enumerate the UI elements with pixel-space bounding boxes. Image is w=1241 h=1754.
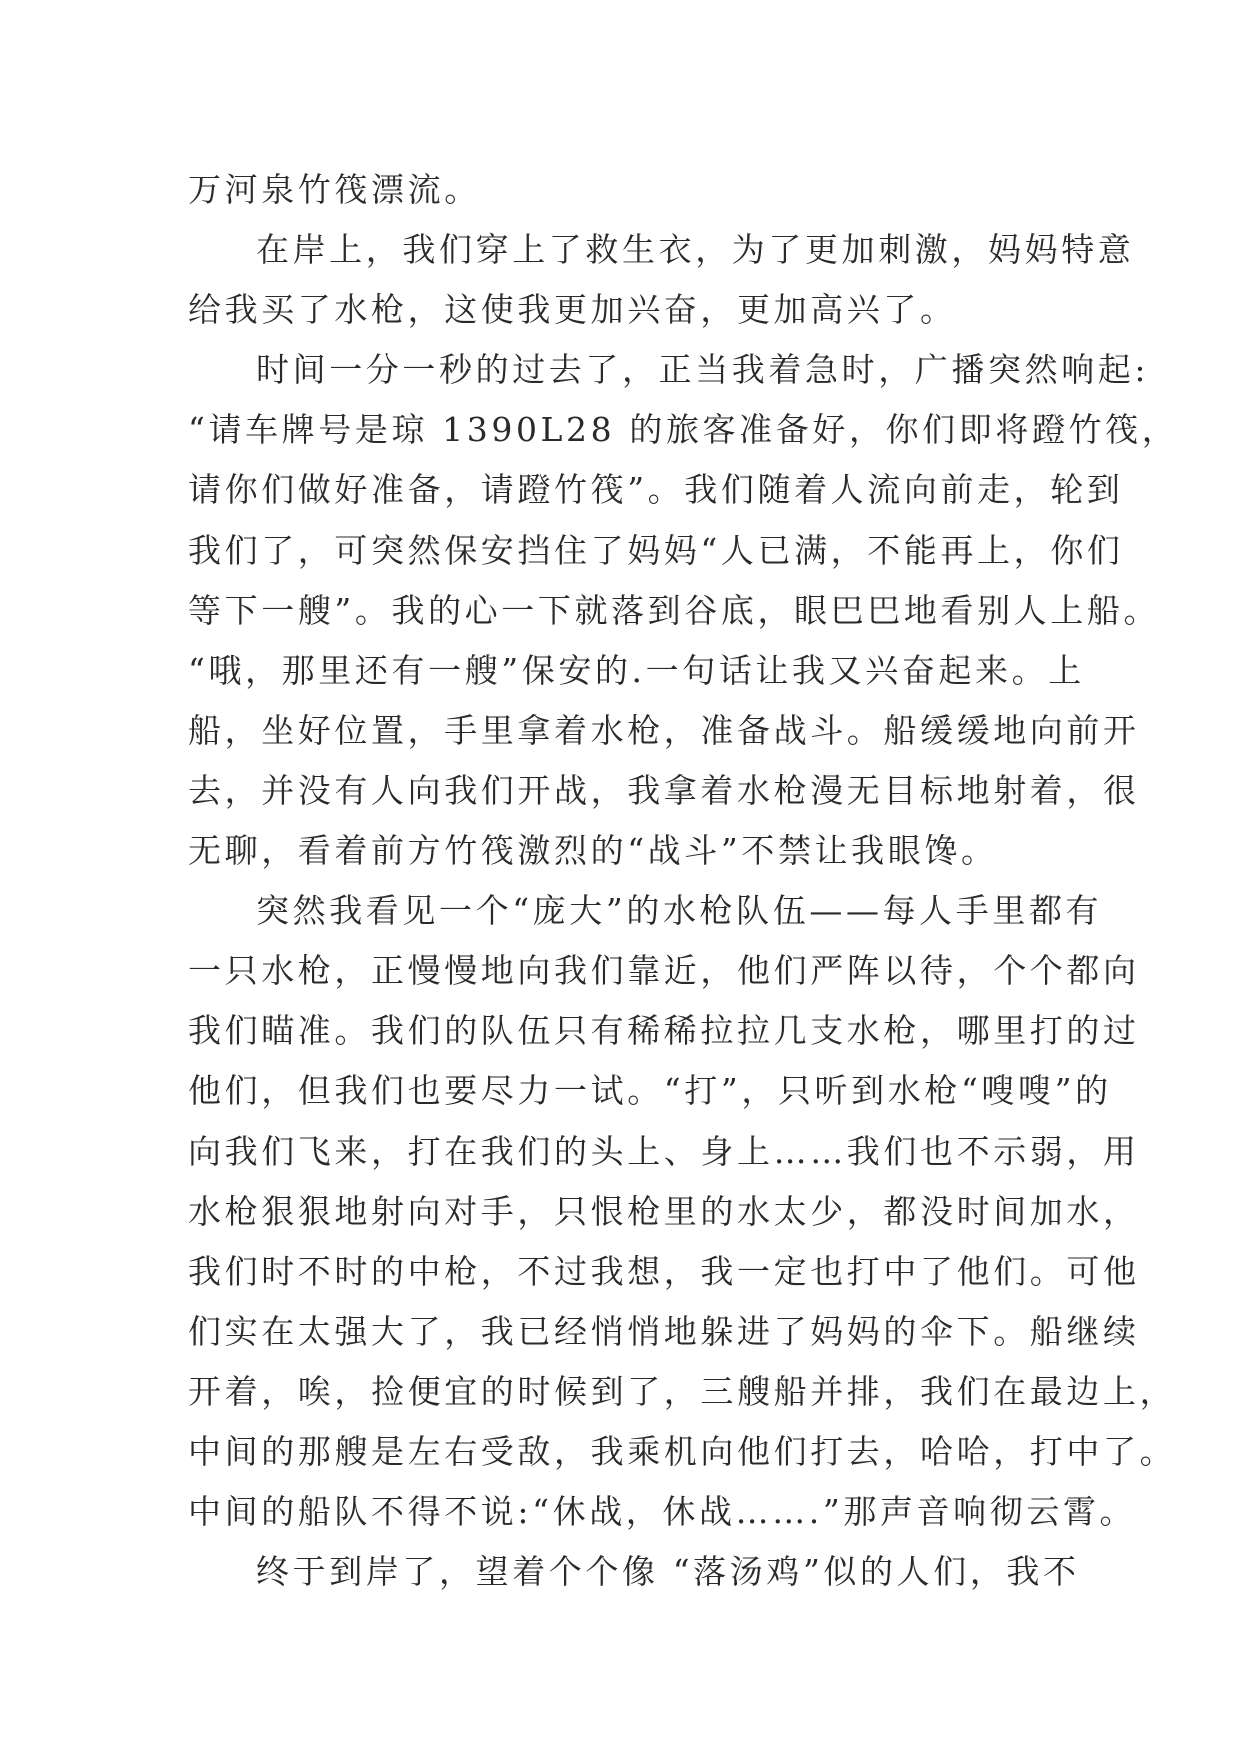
- text-line-18: 水枪狠狠地射向对手，只恨枪里的水太少，都没时间加水，: [188, 1191, 1140, 1231]
- text-line-21: 开着，唉，捡便宜的时候到了，三艘船并排，我们在最边上，: [188, 1371, 1177, 1411]
- text-line-19: 我们时不时的中枪，不过我想，我一定也打中了他们。可他: [188, 1251, 1140, 1291]
- text-line-14: 一只水枪，正慢慢地向我们靠近，他们严阵以待，个个都向: [188, 951, 1140, 991]
- text-line-23: 中间的船队不得不说:“休战，休战…….”那声音响彻云霄。: [188, 1492, 1137, 1532]
- text-line-1: 万河泉竹筏漂流。: [188, 170, 481, 209]
- text-line-13: 突然我看见一个“庞大”的水枪队伍——每人手里都有: [256, 891, 1103, 931]
- text-line-5: “请车牌号是琼 1390L28 的旅客准备好，你们即将蹬竹筏，: [188, 410, 1179, 450]
- text-line-10: 船，坐好位置，手里拿着水枪，准备战斗。船缓缓地向前开: [188, 710, 1140, 750]
- text-line-17: 向我们飞来，打在我们的头上、身上……我们也不示弱，用: [188, 1131, 1140, 1171]
- text-line-16: 他们，但我们也要尽力一试。“打”，只听到水枪“嗖嗖”的: [188, 1071, 1112, 1111]
- text-line-11: 去，并没有人向我们开战，我拿着水枪漫无目标地射着，很: [188, 770, 1140, 810]
- text-line-7: 我们了，可突然保安挡住了妈妈“人已满，不能再上，你们: [188, 530, 1124, 570]
- body-text: [188, 160, 1179, 1602]
- text-line-9: “哦，那里还有一艘”保安的.一句话让我又兴奋起来。上: [188, 650, 1085, 690]
- text-line-20: 们实在太强大了，我已经悄悄地躲进了妈妈的伞下。船继续: [188, 1311, 1140, 1351]
- text-line-4: 时间一分一秒的过去了，正当我着急时，广播突然响起:: [256, 350, 1150, 390]
- text-line-6: 请你们做好准备，请蹬竹筏”。我们随着人流向前走，轮到: [188, 470, 1124, 510]
- text-line-2: 在岸上，我们穿上了救生衣，为了更加刺激，妈妈特意: [256, 230, 1135, 270]
- text-line-3: 给我买了水枪，这使我更加兴奋，更加高兴了。: [188, 290, 957, 330]
- text-line-8: 等下一艘”。我的心一下就落到谷底，眼巴巴地看别人上船。: [188, 590, 1161, 630]
- text-line-12: 无聊，看着前方竹筏激烈的“战斗”不禁让我眼馋。: [188, 831, 998, 871]
- text-line-15: 我们瞄准。我们的队伍只有稀稀拉拉几支水枪，哪里打的过: [188, 1011, 1140, 1051]
- text-line-24: 终于到岸了，望着个个像 “落汤鸡”似的人们，我不: [256, 1552, 1080, 1592]
- text-line-22: 中间的那艘是左右受敌，我乘机向他们打去，哈哈，打中了。: [188, 1431, 1177, 1471]
